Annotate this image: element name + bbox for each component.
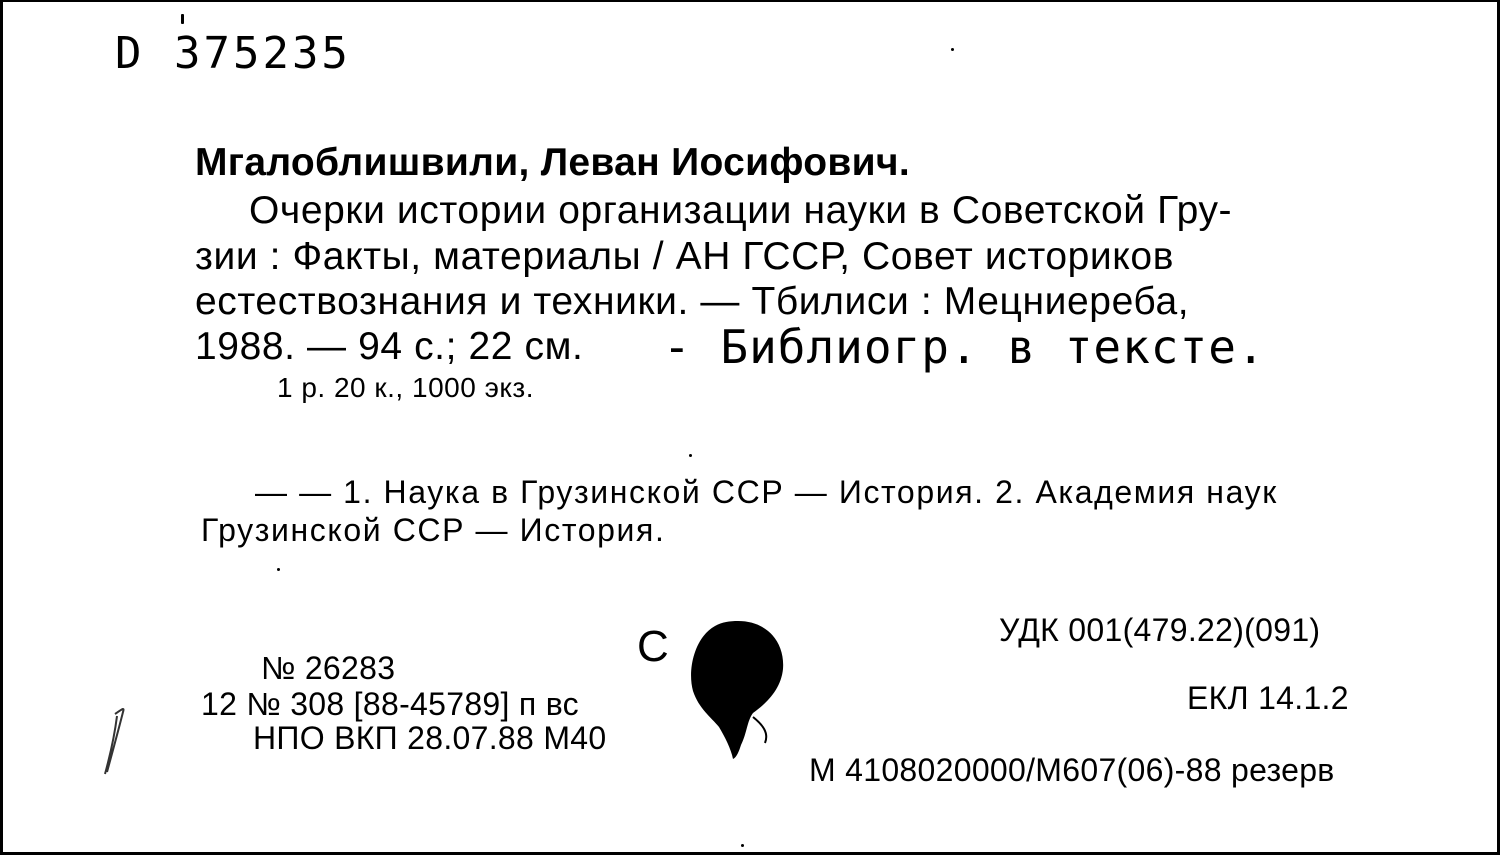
price-line: 1 р. 20 к., 1000 экз.	[277, 372, 535, 403]
card-number: № 26283	[261, 650, 396, 686]
pencil-mark-icon	[95, 702, 135, 782]
speck	[741, 844, 744, 847]
title-line-1: Очерки истории организации науки в Советской Гру-	[249, 189, 1233, 232]
speck	[277, 568, 280, 571]
printer-line: НПО ВКП 28.07.88 М40	[253, 720, 607, 756]
ekl-code: ЕКЛ 14.1.2	[1187, 680, 1349, 716]
subject-line-1: — — 1. Наука в Грузинской ССР — История. 2. Академия наук	[255, 474, 1278, 510]
order-line: 12 № 308 [88-45789] п вс	[201, 686, 579, 722]
title-line-2: зии : Факты, материалы / АН ГССР, Совет историков	[195, 235, 1175, 278]
bibliography-note: - Библиогр. в тексте.	[663, 320, 1266, 374]
speck	[951, 48, 954, 51]
m-code: М 4108020000/М607(06)-88 резерв	[809, 752, 1335, 788]
author-heading: Мгалоблишвили, Леван Иосифович.	[195, 141, 911, 184]
title-line-4: 1988. — 94 с.; 22 см.	[195, 325, 584, 368]
c-mark: С	[637, 622, 669, 671]
call-number: D 375235	[115, 28, 351, 79]
udk-code: УДК 001(479.22)(091)	[999, 612, 1321, 648]
speck	[689, 454, 692, 457]
title-line-3: естествознания и техники. — Тбилиси : Мецниереба,	[195, 280, 1190, 323]
speck	[181, 14, 184, 24]
subject-line-2: Грузинской ССР — История.	[201, 512, 666, 548]
ink-blot-icon	[683, 617, 793, 762]
